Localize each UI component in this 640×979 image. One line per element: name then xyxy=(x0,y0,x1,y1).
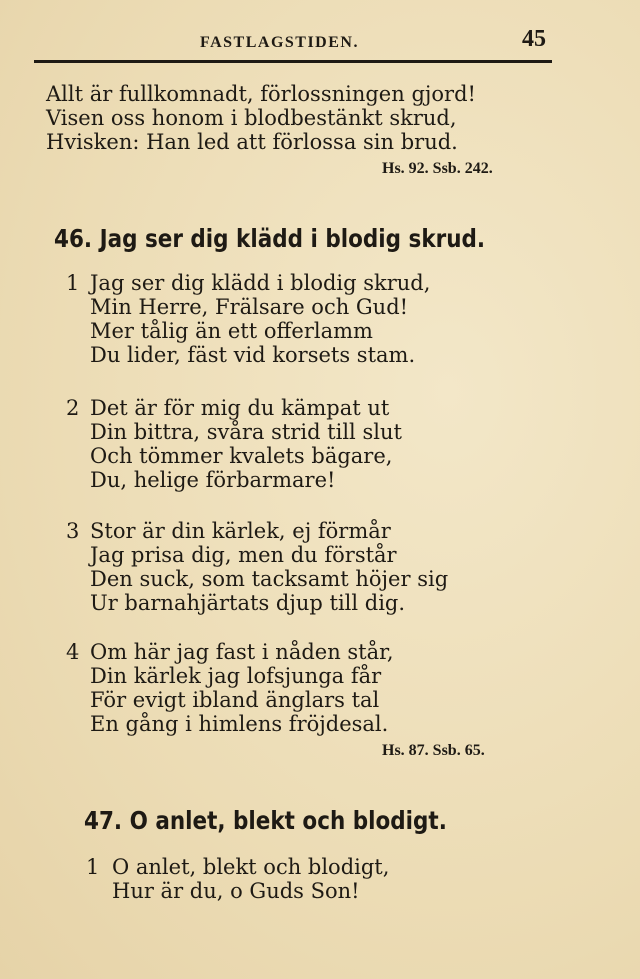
continued-reference: Hs. 92. Ssb. 242. xyxy=(382,160,493,177)
continued-line-3: Hvisken: Han led att förlossa sin brud. xyxy=(46,130,458,154)
hymn-46-reference: Hs. 87. Ssb. 65. xyxy=(382,742,485,759)
hymn-46-verse-4-line-4: En gång i himlens fröjdesal. xyxy=(90,712,389,736)
hymn-47-verse-1-line-2: Hur är du, o Guds Son! xyxy=(112,879,360,903)
hymn-46-verse-4-number: 4 xyxy=(66,640,80,664)
hymn-46-verse-3-line-3: Den suck, som tacksamt höjer sig xyxy=(90,567,449,591)
hymn-47-verse-1-number: 1 xyxy=(86,855,100,879)
hymn-46-title: 46. Jag ser dig klädd i blodig skrud. xyxy=(54,224,486,253)
hymn-46-verse-4-line-2: Din kärlek jag lofsjunga får xyxy=(90,664,382,688)
hymn-46-verse-1-line-4: Du lider, fäst vid korsets stam. xyxy=(90,343,416,367)
hymn-46-verse-1-line-2: Min Herre, Frälsare och Gud! xyxy=(90,295,409,319)
hymn-47-title: 47. O anlet, blekt och blodigt. xyxy=(84,806,447,835)
hymn-46-verse-3-line-4: Ur barnahjärtats djup till dig. xyxy=(90,591,406,615)
running-title: FASTLAGSTIDEN. xyxy=(200,34,359,51)
continued-line-1: Allt är fullkomnadt, förlossningen gjord! xyxy=(46,82,476,106)
hymn-47-verse-1-line-1: O anlet, blekt och blodigt, xyxy=(112,855,390,879)
hymn-46-verse-2-line-4: Du, helige förbarmare! xyxy=(90,468,336,492)
hymn-46-verse-4-line-3: För evigt ibland änglars tal xyxy=(90,688,380,712)
hymn-46-verse-1-line-3: Mer tålig än ett offerlamm xyxy=(90,319,373,343)
hymn-46-verse-1-number: 1 xyxy=(66,271,80,295)
header-rule xyxy=(34,60,552,63)
continued-line-2: Visen oss honom i blodbestänkt skrud, xyxy=(46,106,457,130)
hymn-46-verse-3-line-1: Stor är din kärlek, ej förmår xyxy=(90,519,391,543)
hymn-46-verse-2-line-3: Och tömmer kvalets bägare, xyxy=(90,444,393,468)
hymn-46-verse-4-line-1: Om här jag fast i nåden står, xyxy=(90,640,394,664)
hymn-46-verse-3-line-2: Jag prisa dig, men du förstår xyxy=(90,543,397,567)
page-number: 45 xyxy=(522,26,546,52)
hymn-46-verse-2-number: 2 xyxy=(66,396,80,420)
hymn-46-verse-1-line-1: Jag ser dig klädd i blodig skrud, xyxy=(90,271,431,295)
hymn-46-verse-2-line-1: Det är för mig du kämpat ut xyxy=(90,396,390,420)
hymn-46-verse-2-line-2: Din bittra, svåra strid till slut xyxy=(90,420,402,444)
hymn-46-verse-3-number: 3 xyxy=(66,519,80,543)
